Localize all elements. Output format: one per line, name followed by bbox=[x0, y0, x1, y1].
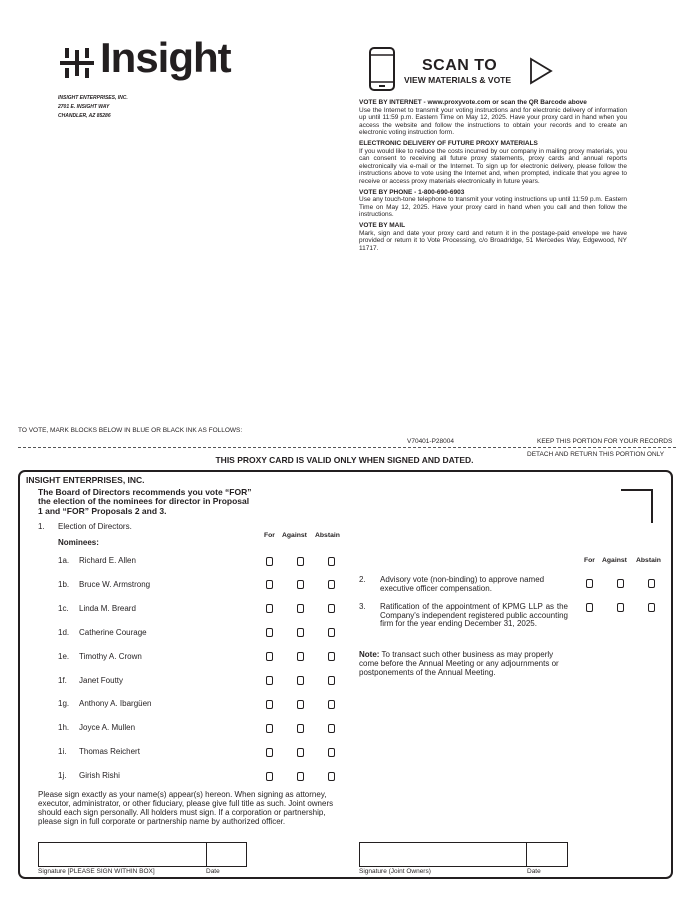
instruction-heading: VOTE BY INTERNET - www.proxyvote.com or scan the QR Barcode above bbox=[359, 99, 587, 106]
instruction-text: Use the Internet to transmit your voting instructions and for electronic delivery of information up until 11:59 p.m. Eastern Time on May 12, 2025. Have your proxy card in hand when you access the website and follow the instructions to obtain your records and to create an electronic voting instruction form. bbox=[359, 106, 627, 137]
board-recommendation: The Board of Directors recommends you vote “FOR” the election of the nominees for director in Proposal 1 and “FOR” Proposals 2 and 3. bbox=[38, 487, 252, 516]
insight-logo-mark-icon bbox=[60, 46, 94, 80]
detach-line bbox=[18, 447, 676, 448]
col-abstain: Abstain bbox=[315, 532, 340, 539]
nominee-against-checkbox[interactable] bbox=[297, 557, 304, 566]
nominee-abstain-checkbox[interactable] bbox=[328, 652, 335, 661]
other-business-note bbox=[359, 650, 571, 678]
logo-wordmark: Insight bbox=[100, 34, 231, 81]
scan-title: SCAN TO bbox=[422, 57, 498, 74]
proposal-3-abstain-checkbox[interactable] bbox=[648, 603, 655, 612]
nominee-name: Linda M. Breard bbox=[79, 603, 136, 613]
proposal-2-for-checkbox[interactable] bbox=[586, 579, 593, 588]
nominee-for-checkbox[interactable] bbox=[266, 604, 273, 613]
signature-box[interactable] bbox=[38, 842, 247, 867]
nominee-code: 1e. bbox=[58, 651, 70, 661]
nominee-for-checkbox[interactable] bbox=[266, 724, 273, 733]
proposal-number: 2. bbox=[359, 575, 366, 584]
nominee-abstain-checkbox[interactable] bbox=[328, 676, 335, 685]
address-line: CHANDLER, AZ 85286 bbox=[58, 113, 111, 119]
proposal-label: Election of Directors. bbox=[58, 522, 132, 531]
note-text: To transact such other business as may properly come before the Annual Meeting or any adjournments or postponements of the Annual Meeting. bbox=[359, 650, 559, 678]
nominee-code: 1f. bbox=[58, 675, 67, 685]
nominee-for-checkbox[interactable] bbox=[266, 557, 273, 566]
nominee-name: Janet Foutty bbox=[79, 675, 124, 685]
detach-portion-text: DETACH AND RETURN THIS PORTION ONLY bbox=[527, 451, 665, 458]
nominee-against-checkbox[interactable] bbox=[297, 652, 304, 661]
nominee-against-checkbox[interactable] bbox=[297, 604, 304, 613]
instruction-text: Use any touch-tone telephone to transmit your voting instructions up until 11:59 p.m. Eastern Time on May 12, 2025. Have your proxy card in hand when you call and then follow the instructions. bbox=[359, 196, 627, 219]
play-arrow-icon bbox=[529, 57, 553, 85]
joint-date-label: Date bbox=[527, 868, 541, 875]
nominees-label: Nominees: bbox=[58, 538, 99, 547]
nominee-for-checkbox[interactable] bbox=[266, 700, 273, 709]
nominee-against-checkbox[interactable] bbox=[297, 628, 304, 637]
nominee-for-checkbox[interactable] bbox=[266, 652, 273, 661]
nominee-row bbox=[58, 723, 135, 732]
nominee-against-checkbox[interactable] bbox=[297, 700, 304, 709]
scan-subtitle: VIEW MATERIALS & VOTE bbox=[404, 75, 512, 85]
nominee-name: Bruce W. Armstrong bbox=[79, 579, 151, 589]
proposal-3-against-checkbox[interactable] bbox=[617, 603, 624, 612]
nominee-abstain-checkbox[interactable] bbox=[328, 628, 335, 637]
keep-portion-text: KEEP THIS PORTION FOR YOUR RECORDS bbox=[534, 438, 672, 445]
nominee-code: 1h. bbox=[58, 723, 70, 733]
col-abstain: Abstain bbox=[636, 557, 661, 564]
joint-signature-label: Signature (Joint Owners) bbox=[359, 868, 431, 875]
nominee-code: 1i. bbox=[58, 747, 67, 757]
proposal-number: 3. bbox=[359, 602, 366, 611]
instruction-heading: ELECTRONIC DELIVERY OF FUTURE PROXY MATERIALS bbox=[359, 139, 538, 147]
nominee-row bbox=[58, 699, 152, 708]
valid-notice: THIS PROXY CARD IS VALID ONLY WHEN SIGNED AND DATED. bbox=[215, 455, 474, 465]
address-line: INSIGHT ENTERPRISES, INC. bbox=[58, 95, 128, 101]
nominee-against-checkbox[interactable] bbox=[297, 580, 304, 589]
nominee-code: 1d. bbox=[58, 627, 70, 637]
nominee-row bbox=[58, 580, 150, 589]
col-for: For bbox=[584, 557, 595, 564]
nominee-abstain-checkbox[interactable] bbox=[328, 700, 335, 709]
nominee-against-checkbox[interactable] bbox=[297, 772, 304, 781]
date-label: Date bbox=[206, 868, 220, 875]
company-address bbox=[58, 94, 128, 121]
instruction-heading: VOTE BY PHONE - 1-800-690-6903 bbox=[359, 188, 465, 196]
nominee-code: 1a. bbox=[58, 556, 70, 565]
instruction-text: Mark, sign and date your proxy card and return it in the postage-paid envelope we have provided or return it to Vote Processing, c/o Broadridge, 51 Mercedes Way, Edgewood, NY 11717. bbox=[359, 229, 627, 252]
nominee-code: 1c. bbox=[58, 603, 69, 613]
proposal-2-against-checkbox[interactable] bbox=[617, 579, 624, 588]
nominee-name: Thomas Reichert bbox=[79, 747, 140, 757]
nominee-row bbox=[58, 747, 140, 756]
instruction-text: If you would like to reduce the costs incurred by our company in mailing proxy materials, you can consent to receiving all future proxy statements, proxy cards and annual reports electronically via e-mail or the Internet. To sign up for electronic delivery, please follow the instructions above to vote using the Internet and, when prompted, indicate that you agree to receive or access proxy materials electronically in future years. bbox=[359, 147, 627, 185]
voting-instructions bbox=[359, 99, 627, 252]
joint-signature-box[interactable] bbox=[359, 842, 568, 867]
proposal-3-for-checkbox[interactable] bbox=[586, 603, 593, 612]
nominee-abstain-checkbox[interactable] bbox=[328, 557, 335, 566]
nominee-name: Richard E. Allen bbox=[79, 556, 136, 565]
col-against: Against bbox=[602, 557, 627, 564]
nominee-row bbox=[58, 652, 142, 661]
nominee-row bbox=[58, 628, 147, 637]
nominee-name: Girish Rishi bbox=[79, 771, 120, 781]
ink-instruction: TO VOTE, MARK BLOCKS BELOW IN BLUE OR BLACK INK AS FOLLOWS: bbox=[18, 427, 243, 434]
nominee-for-checkbox[interactable] bbox=[266, 748, 273, 757]
nominee-row bbox=[58, 676, 123, 685]
signature-label: Signature [PLEASE SIGN WITHIN BOX] bbox=[38, 868, 155, 875]
nominee-against-checkbox[interactable] bbox=[297, 724, 304, 733]
nominee-abstain-checkbox[interactable] bbox=[328, 772, 335, 781]
proposal-text: Ratification of the appointment of KPMG LLP as the Company's independent registered public accounting firm for the year ending December 31, 2025. bbox=[380, 602, 568, 629]
nominee-for-checkbox[interactable] bbox=[266, 628, 273, 637]
nominee-abstain-checkbox[interactable] bbox=[328, 604, 335, 613]
nominee-for-checkbox[interactable] bbox=[266, 772, 273, 781]
nominee-name: Joyce A. Mullen bbox=[79, 723, 136, 733]
proposal-2-abstain-checkbox[interactable] bbox=[648, 579, 655, 588]
nominee-row bbox=[58, 604, 136, 613]
nominee-name: Anthony A. Ibargüen bbox=[79, 699, 152, 709]
nominee-name: Timothy A. Crown bbox=[79, 651, 142, 661]
nominee-abstain-checkbox[interactable] bbox=[328, 724, 335, 733]
registration-corner-mark bbox=[621, 489, 653, 523]
insight-logo bbox=[60, 34, 240, 88]
address-line: 2701 E. INSIGHT WAY bbox=[58, 104, 110, 110]
control-number: V70401-P28004 bbox=[404, 438, 457, 445]
nominee-abstain-checkbox[interactable] bbox=[328, 580, 335, 589]
signing-instructions: Please sign exactly as your name(s) appear(s) hereon. When signing as attorney, executor, administrator, or other fiduciary, please give full title as such. Joint owners should each sign personally. All holders must sign. If a corporation or partnership, please sign in full corporate or partnership name by authorized officer. bbox=[38, 790, 334, 826]
nominee-code: 1b. bbox=[58, 579, 70, 589]
nominee-row bbox=[58, 556, 136, 565]
nominee-for-checkbox[interactable] bbox=[266, 676, 273, 685]
nominee-against-checkbox[interactable] bbox=[297, 748, 304, 757]
nominee-code: 1j. bbox=[58, 771, 67, 781]
nominee-abstain-checkbox[interactable] bbox=[328, 748, 335, 757]
col-against: Against bbox=[282, 532, 307, 539]
nominee-row bbox=[58, 771, 120, 780]
card-company-name: INSIGHT ENTERPRISES, INC. bbox=[26, 475, 145, 485]
phone-icon bbox=[369, 47, 395, 91]
col-for: For bbox=[264, 532, 275, 539]
signature-date-divider bbox=[526, 843, 527, 866]
instruction-heading: VOTE BY MAIL bbox=[359, 221, 406, 229]
note-label: Note: bbox=[359, 650, 380, 659]
nominee-for-checkbox[interactable] bbox=[266, 580, 273, 589]
proposal-2 bbox=[359, 576, 568, 593]
proposal-1-heading bbox=[38, 522, 132, 531]
nominee-code: 1g. bbox=[58, 699, 70, 709]
proposal-number: 1. bbox=[38, 522, 45, 531]
proposal-text: Advisory vote (non-binding) to approve named executive officer compensation. bbox=[380, 575, 545, 593]
nominee-against-checkbox[interactable] bbox=[297, 676, 304, 685]
signature-date-divider bbox=[206, 843, 207, 866]
nominee-name: Catherine Courage bbox=[79, 627, 147, 637]
proposal-3 bbox=[359, 603, 568, 629]
